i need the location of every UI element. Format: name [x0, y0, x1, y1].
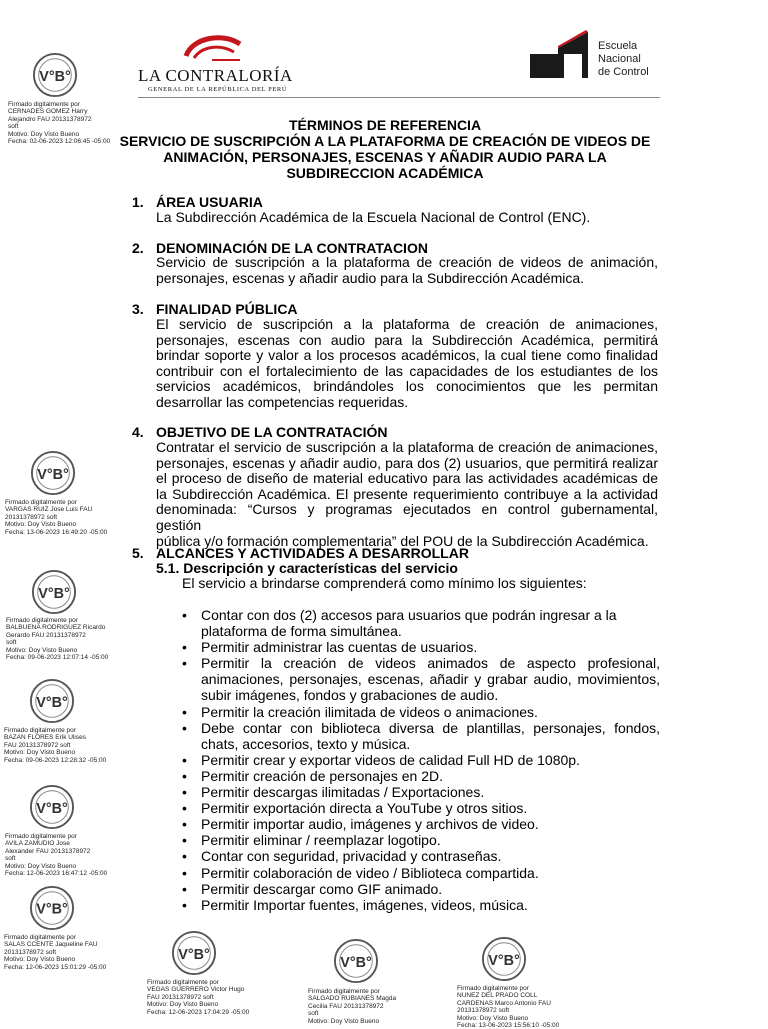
vb-seal-icon: [29, 678, 75, 724]
signature-info: Firmado digitalmente por AVILA ZAMUDIO Jose Alexander FAU 20131378972 soft Motivo: Doy Visto Bueno Fecha: 12-06-2023 16:47:12 -05:00: [5, 833, 108, 878]
section-4-heading: 4. OBJETIVO DE LA CONTRATACIÓN: [132, 424, 388, 440]
document-title: TÉRMINOS DE REFERENCIA SERVICIO DE SUSCRIPCIÓN A LA PLATAFORMA DE CREACIÓN DE VIDEOS DE ANIMACIÓN, PERSONAJES, ESCENAS Y AÑADIR AUDIO PARA LA SUBDIRECCION ACADÉMICA: [119, 117, 651, 181]
contraloria-name: LA CONTRALORÍA: [138, 66, 293, 85]
vb-seal-icon: [481, 936, 527, 982]
signature-info: Firmado digitalmente por NUNEZ DEL PRADO COLL CARDENAS Marco Antonio FAU 20131378972 soft Motivo: Doy Visto Bueno Fecha: 13-06-2023 15:56:10 -05:00: [457, 985, 560, 1029]
vb-stamp[interactable]: [333, 938, 379, 989]
vb-seal-icon: [29, 885, 75, 931]
vb-seal-icon: [30, 450, 76, 496]
requirements-list: [176, 607, 660, 913]
svg-text:V°B°: V°B°: [488, 952, 520, 969]
vb-stamp[interactable]: [32, 52, 78, 103]
list-item: • Permitir crear y exportar videos de calidad Full HD de 1080p.: [182, 751, 580, 768]
vb-stamp[interactable]: [29, 784, 75, 835]
section-5-heading: 5. ALCANCES Y ACTIVIDADES A DESARROLLAR: [132, 545, 469, 561]
list-item: • Contar con dos (2) accesos para usuarios que podrán ingresar a la plataforma de forma simultánea.: [182, 607, 617, 640]
svg-text:V°B°: V°B°: [36, 694, 68, 711]
section-2-text: Servicio de suscripción a la plataforma de creación de videos de animación, personajes, escenas y añadir audio para la Subdirección Académica.: [156, 254, 658, 286]
svg-text:V°B°: V°B°: [36, 901, 68, 918]
signature-info: Firmado digitalmente por SALGADO RUBIANES Magda Cecilia FAU 20131378972 soft Motivo: Doy Visto Bueno: [308, 988, 397, 1025]
list-item: • Permitir Importar fuentes, imágenes, videos, música.: [182, 896, 528, 913]
contraloria-logo: [138, 34, 298, 94]
section-3-heading: 3. FINALIDAD PÚBLICA: [132, 301, 298, 317]
svg-text:V°B°: V°B°: [340, 954, 372, 971]
section-3-text: El servicio de suscripción a la plataforma de creación de animaciones, personajes, escenas con audio para la Subdirección Académica, permitirá brindar soporte y valor a los procesos académicos, la cual tiene como finalidad contribuir con el fortalecimiento de las capacidades de los estudiantes de los servicios académicos, brindándoles los conocimientos que les permitan desarrollar las competencias requeridas.: [156, 316, 658, 410]
vb-stamp[interactable]: [171, 930, 217, 981]
signature-info: Firmado digitalmente por VEGAS GUERRERO Victor Hugo FAU 20131378972 soft Motivo: Doy Visto Bueno Fecha: 12-06-2023 17:04:29 -05:00: [147, 979, 250, 1016]
section-5-1-intro: El servicio a brindarse comprenderá como mínimo los siguientes:: [182, 575, 587, 591]
contraloria-subtitle: GENERAL DE LA REPÚBLICA DEL PERÚ: [148, 86, 288, 93]
list-item: • Permitir la creación ilimitada de videos o animaciones.: [182, 703, 538, 720]
section-1-text: La Subdirección Académica de la Escuela Nacional de Control (ENC).: [156, 209, 591, 225]
vb-seal-icon: [171, 930, 217, 976]
svg-text:V°B°: V°B°: [36, 800, 68, 817]
enc-logo: [528, 28, 668, 84]
list-item: • Permitir eliminar / reemplazar logotipo.: [182, 832, 441, 849]
section-5-1-heading: 5.1. Descripción y características del servicio: [156, 560, 458, 576]
vb-seal-icon: [29, 784, 75, 830]
svg-text:V°B°: V°B°: [37, 466, 69, 483]
vb-stamp[interactable]: [29, 678, 75, 729]
section-1-heading: 1. ÁREA USUARIA: [132, 194, 263, 210]
signature-info: Firmado digitalmente por BAZAN FLORES Erik Ulises FAU 20131378972 soft Motivo: Doy Visto Bueno Fecha: 09-06-2023 12:28:32 -05:00: [4, 727, 107, 764]
enc-emblem-icon: [528, 28, 592, 80]
signature-info: Firmado digitalmente por CERNADES GOMEZ Harry Alejandro FAU 20131378972 soft Motivo: Doy Visto Bueno Fecha: 02-06-2023 12:06:45 -05:00: [8, 101, 111, 146]
list-item: • Permitir administrar las cuentas de usuarios.: [182, 639, 478, 656]
contraloria-emblem-icon: [182, 34, 244, 64]
svg-text:V°B°: V°B°: [178, 946, 210, 963]
vb-seal-icon: [32, 52, 78, 98]
vb-stamp[interactable]: [481, 936, 527, 987]
vb-seal-icon: [333, 938, 379, 984]
list-item: • Contar con seguridad, privacidad y contraseñas.: [182, 848, 502, 865]
vb-stamp[interactable]: [30, 450, 76, 501]
list-item: • Permitir descargas ilimitadas / Exportaciones.: [182, 784, 485, 801]
list-item: • Permitir colaboración de video / Biblioteca compartida.: [182, 864, 539, 881]
enc-name: Escuela Nacional de Control: [598, 40, 649, 78]
svg-text:V°B°: V°B°: [39, 68, 71, 85]
signature-info: Firmado digitalmente por VARGAS RUIZ Jose Luis FAU 20131378972 soft Motivo: Doy Visto Bueno Fecha: 13-06-2023 16:49:20 -05:00: [5, 499, 108, 536]
vb-stamp[interactable]: [29, 885, 75, 936]
signature-info: Firmado digitalmente por SALAS CCENTE Jaqueline FAU 20131378972 soft Motivo: Doy Visto Bueno Fecha: 12-06-2023 15:01:29 -05:00: [4, 934, 107, 971]
header-divider: [138, 97, 660, 98]
svg-text:V°B°: V°B°: [38, 585, 70, 602]
vb-stamp[interactable]: [31, 569, 77, 620]
section-4-text: Contratar el servicio de suscripción a la plataforma de creación de animaciones, personajes, escenas y añadir audio, para dos (2) usuarios, que permitirá realizar el proceso de diseño de material educativo para las actividades académicas de la Subdirección Académica. El presente requerimiento contribuye a la actividad denominada: “Cursos y programas ejecutados en control gubernamental, gestión pública y/o formación complementaria” del POU de la Subdirección Académica.: [156, 439, 658, 549]
list-item: • Permitir la creación de videos animados de aspecto profesional, animaciones, personajes, escenas, añadir y grabar audio, movimientos, subir imágenes, fondos y grabaciones de audio.: [182, 655, 660, 704]
list-item: • Debe contar con biblioteca diversa de plantillas, personajes, fondos, chats, accesorios, texto y música.: [182, 719, 660, 752]
section-2-heading: 2. DENOMINACIÓN DE LA CONTRATACION: [132, 240, 428, 256]
list-item: • Permitir exportación directa a YouTube y otros sitios.: [182, 800, 528, 817]
signature-info: Firmado digitalmente por BALBUENA RODRIGUEZ Ricardo Gerardo FAU 20131378972 soft Motivo: Doy Visto Bueno Fecha: 09-06-2023 12:07:14 -05:00: [6, 617, 109, 662]
list-item: • Permitir descargar como GIF animado.: [182, 880, 443, 897]
list-item: • Permitir importar audio, imágenes y archivos de video.: [182, 816, 539, 833]
vb-seal-icon: [31, 569, 77, 615]
list-item: • Permitir creación de personajes en 2D.: [182, 767, 444, 784]
